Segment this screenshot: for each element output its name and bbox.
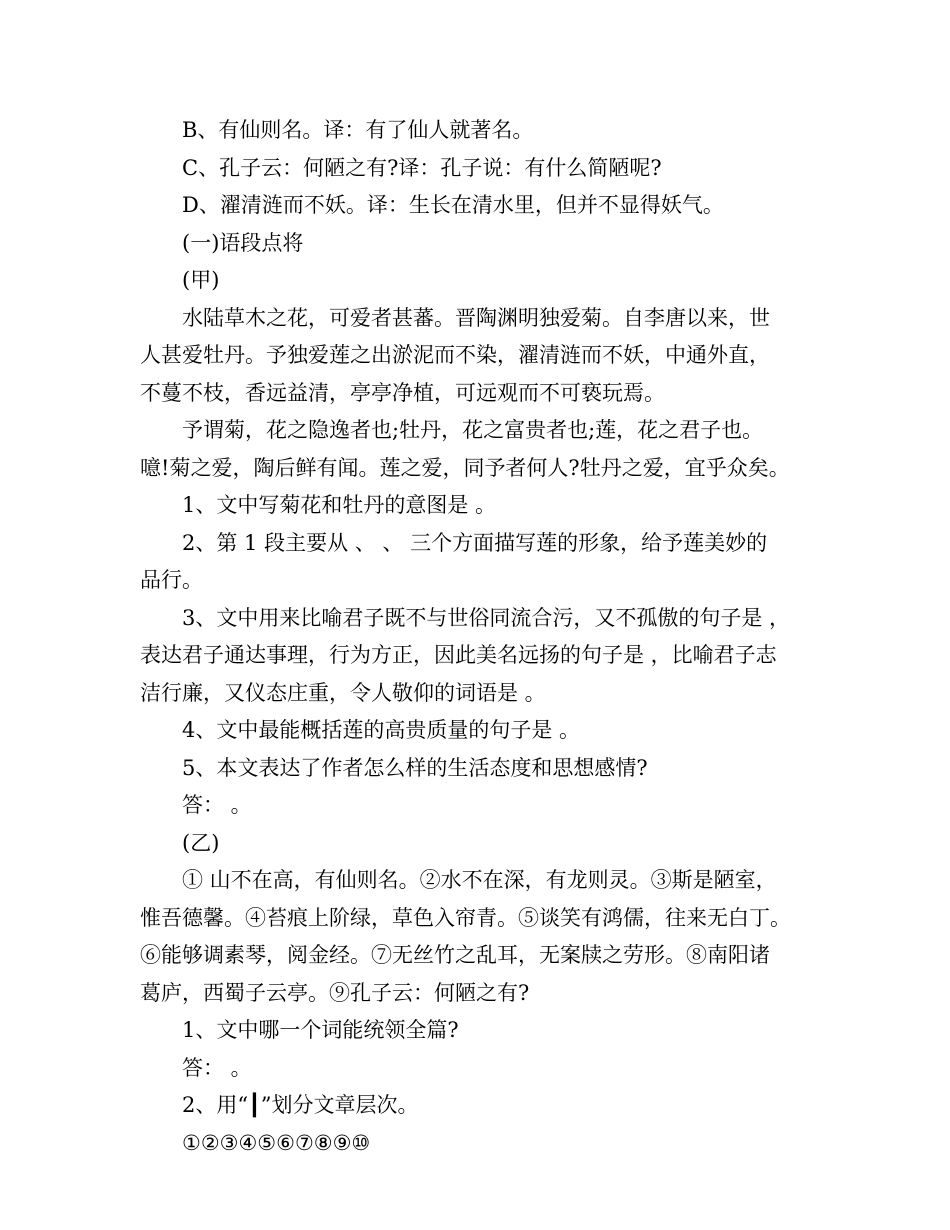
document-body	[140, 112, 810, 1162]
question-line: 3、文中用来比喻君子既不与世俗同流合污，又不孤傲的句子是 ，	[182, 605, 791, 630]
text-line: 人甚爱牡丹。予独爱莲之出淤泥而不染，濯清涟而不妖，中通外直，	[140, 343, 770, 367]
text-line: 不蔓不枝，香远益清，亭亭净植，可远观而不可亵玩焉。	[140, 380, 665, 405]
text-line: 葛庐，西蜀子云亭。⑨孔子云：何陋之有?	[140, 980, 530, 1005]
answer-line: 答： 。	[182, 793, 252, 817]
question-line: 1、文中写菊花和牡丹的意图是 。	[182, 493, 497, 517]
section-heading: (一)语段点将	[182, 230, 304, 255]
text-line: B、有仙则名。译：有了仙人就著名。	[182, 118, 534, 142]
question-line: 4、文中最能概括莲的高贵质量的句子是 。	[182, 718, 581, 742]
text-line: 予谓菊，花之隐逸者也;牡丹，花之富贵者也;莲，花之君子也。	[182, 418, 764, 442]
sub-heading: (乙)	[182, 830, 220, 855]
question-line: 品行。	[140, 568, 203, 592]
question-line: 表达君子通达事理，行为方正，因此美名远扬的句子是 ，比喻君子志	[140, 643, 777, 667]
sub-heading: (甲)	[182, 268, 220, 292]
question-line: 2、第 1 段主要从 、 、 三个方面描写莲的形象，给予莲美妙的	[182, 530, 768, 555]
text-line: 惟吾德馨。④苔痕上阶绿，草色入帘青。⑤谈笑有鸿儒，往来无白丁。	[140, 905, 791, 930]
text-line: ⑥能够调素琴，阅金经。⑦无丝竹之乱耳，无案牍之劳形。⑧南阳诸	[140, 943, 770, 967]
question-line: 洁行廉，又仪态庄重，令人敬仰的词语是 。	[140, 680, 546, 705]
question-line: 5、本文表达了作者怎么样的生活态度和思想感情?	[182, 755, 648, 780]
question-line: 1、文中哪一个词能统领全篇?	[182, 1018, 459, 1042]
question-line: 2、用“┃”划分文章层次。	[182, 1093, 419, 1117]
text-line: 噫!菊之爱，陶后鲜有闻。莲之爱，同予者何人?牡丹之爱，宜乎众矣。	[140, 455, 790, 480]
text-line: C、孔子云：何陋之有?译：孔子说：有什么简陋呢?	[182, 155, 662, 180]
answer-line: 答： 。	[182, 1055, 252, 1080]
numbered-sentences: ①②③④⑤⑥⑦⑧⑨⑩	[182, 1130, 371, 1155]
text-line: 水陆草木之花，可爱者甚蕃。晋陶渊明独爱菊。自李唐以来，世	[182, 305, 770, 330]
text-line: ① 山不在高，有仙则名。②水不在深，有龙则灵。③斯是陋室，	[182, 868, 777, 892]
text-line: D、濯清涟而不妖。译：生长在清水里，但并不显得妖气。	[182, 193, 724, 217]
